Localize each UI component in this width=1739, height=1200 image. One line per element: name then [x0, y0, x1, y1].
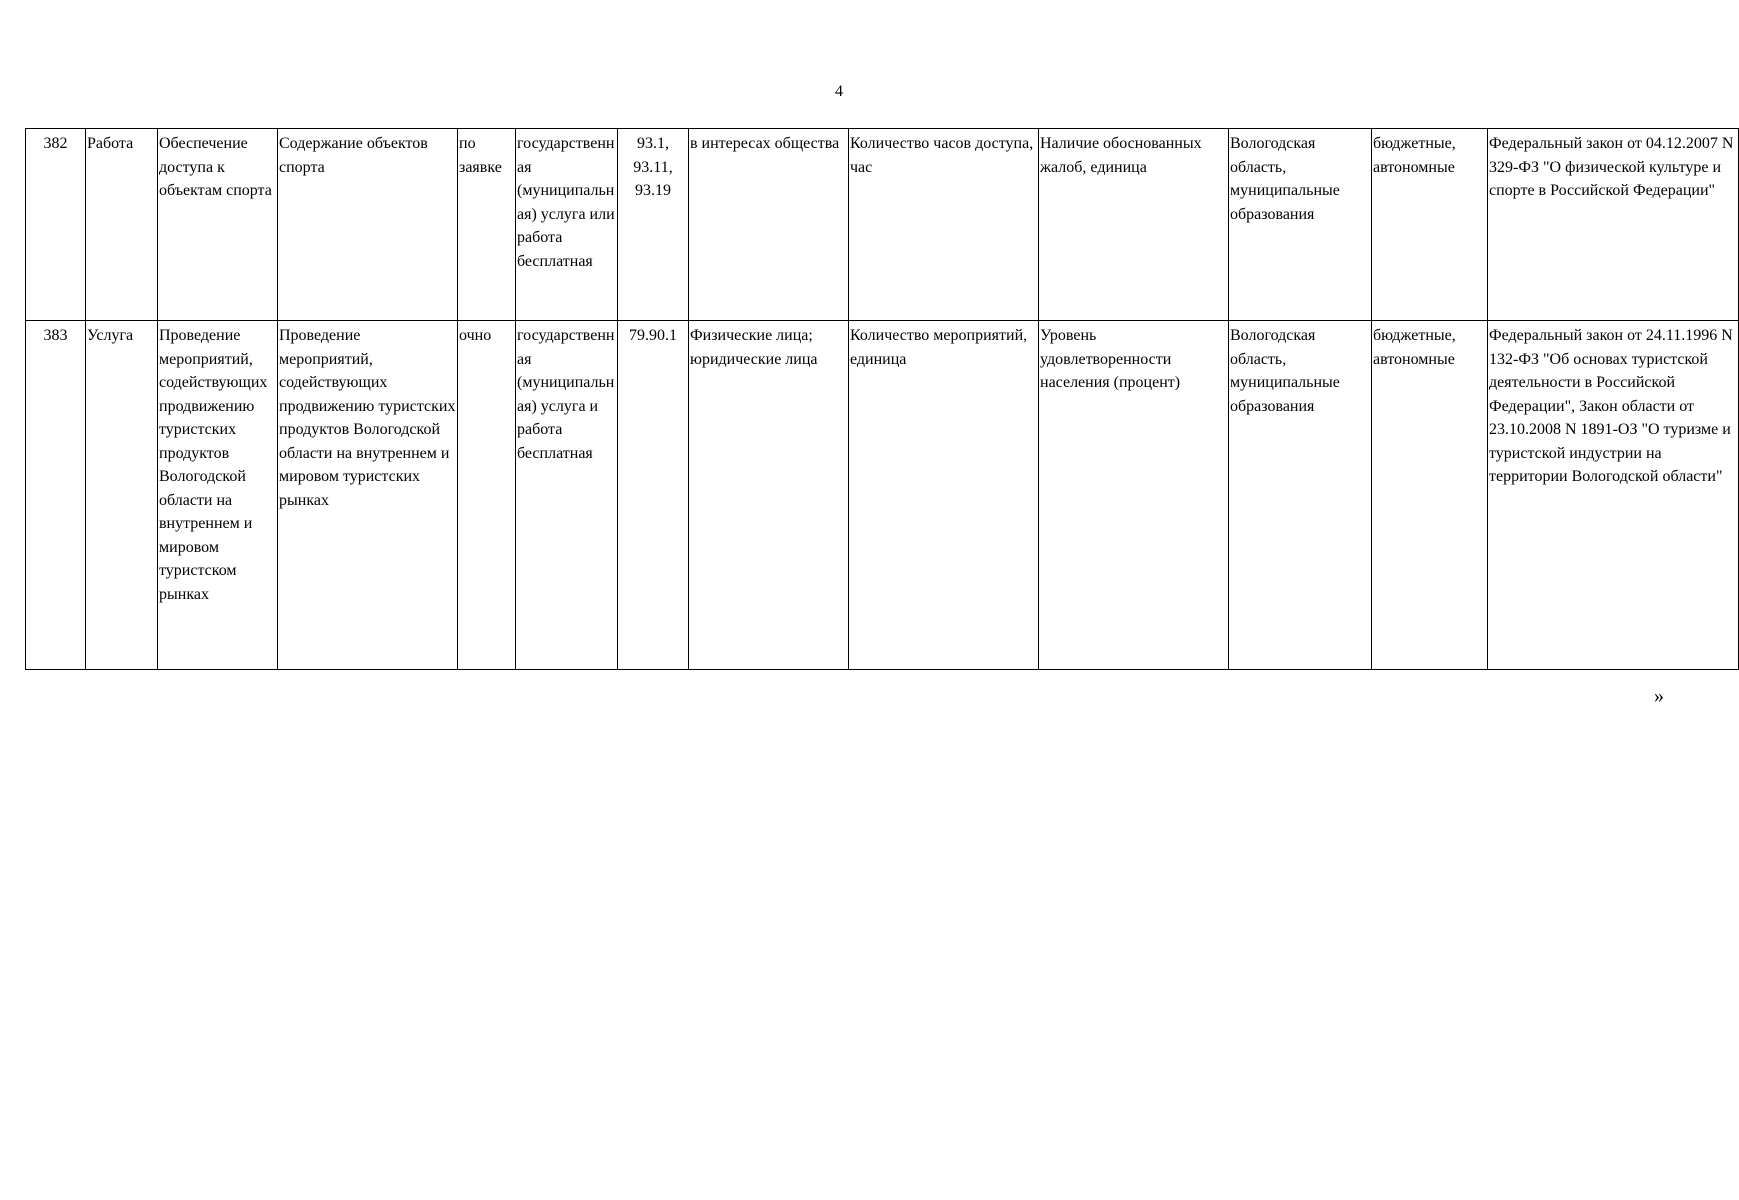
row-name: Обеспечение доступа к объектам спорта	[158, 129, 278, 321]
page-number: 4	[835, 83, 843, 100]
table-row	[26, 129, 1739, 321]
row-institution-type: бюджетные, автономные	[1372, 129, 1488, 321]
row-form: по заявке	[458, 129, 516, 321]
services-table	[25, 128, 1739, 670]
row-legal-basis: Федеральный закон от 24.11.1996 N 132-ФЗ "Об основах туристской деятельности в Российской Федерации", Закон области от 23.10.2008 N 1891-ОЗ "О туризме и туристской индустрии на территории Вологодской области"	[1488, 321, 1739, 670]
row-founder: Вологодская область, муниципальные образования	[1229, 321, 1372, 670]
row-category: государственная (муниципальная) услуга и работа бесплатная	[516, 321, 618, 670]
row-okved: 93.1, 93.11, 93.19	[618, 129, 689, 321]
row-okved: 79.90.1	[618, 321, 689, 670]
row-institution-type: бюджетные, автономные	[1372, 321, 1488, 670]
row-type: Работа	[86, 129, 158, 321]
row-consumers: Физические лица; юридические лица	[689, 321, 849, 670]
row-number: 383	[26, 321, 86, 670]
row-name: Проведение мероприятий, содействующих продвижению туристских продуктов Вологодской области на внутреннем и мировом туристском рынках	[158, 321, 278, 670]
row-form: очно	[458, 321, 516, 670]
table-container	[25, 128, 1734, 678]
row-founder: Вологодская область, муниципальные образования	[1229, 129, 1372, 321]
row-content: Содержание объектов спорта	[278, 129, 458, 321]
row-volume-indicator: Количество мероприятий, единица	[849, 321, 1039, 670]
row-volume-indicator: Количество часов доступа, час	[849, 129, 1039, 321]
row-legal-basis: Федеральный закон от 04.12.2007 N 329-ФЗ "О физической культуре и спорте в Российской Федерации"	[1488, 129, 1739, 321]
row-number: 382	[26, 129, 86, 321]
row-quality-indicator: Уровень удовлетворенности населения (процент)	[1039, 321, 1229, 670]
row-consumers: в интересах общества	[689, 129, 849, 321]
row-category: государственная (муниципальная) услуга или работа бесплатная	[516, 129, 618, 321]
row-quality-indicator: Наличие обоснованных жалоб, единица	[1039, 129, 1229, 321]
row-content: Проведение мероприятий, содействующих продвижению туристских продуктов Вологодской области на внутреннем и мировом туристских рынках	[278, 321, 458, 670]
closing-quote-mark: »	[1654, 685, 1664, 707]
row-type: Услуга	[86, 321, 158, 670]
table-row	[26, 321, 1739, 670]
